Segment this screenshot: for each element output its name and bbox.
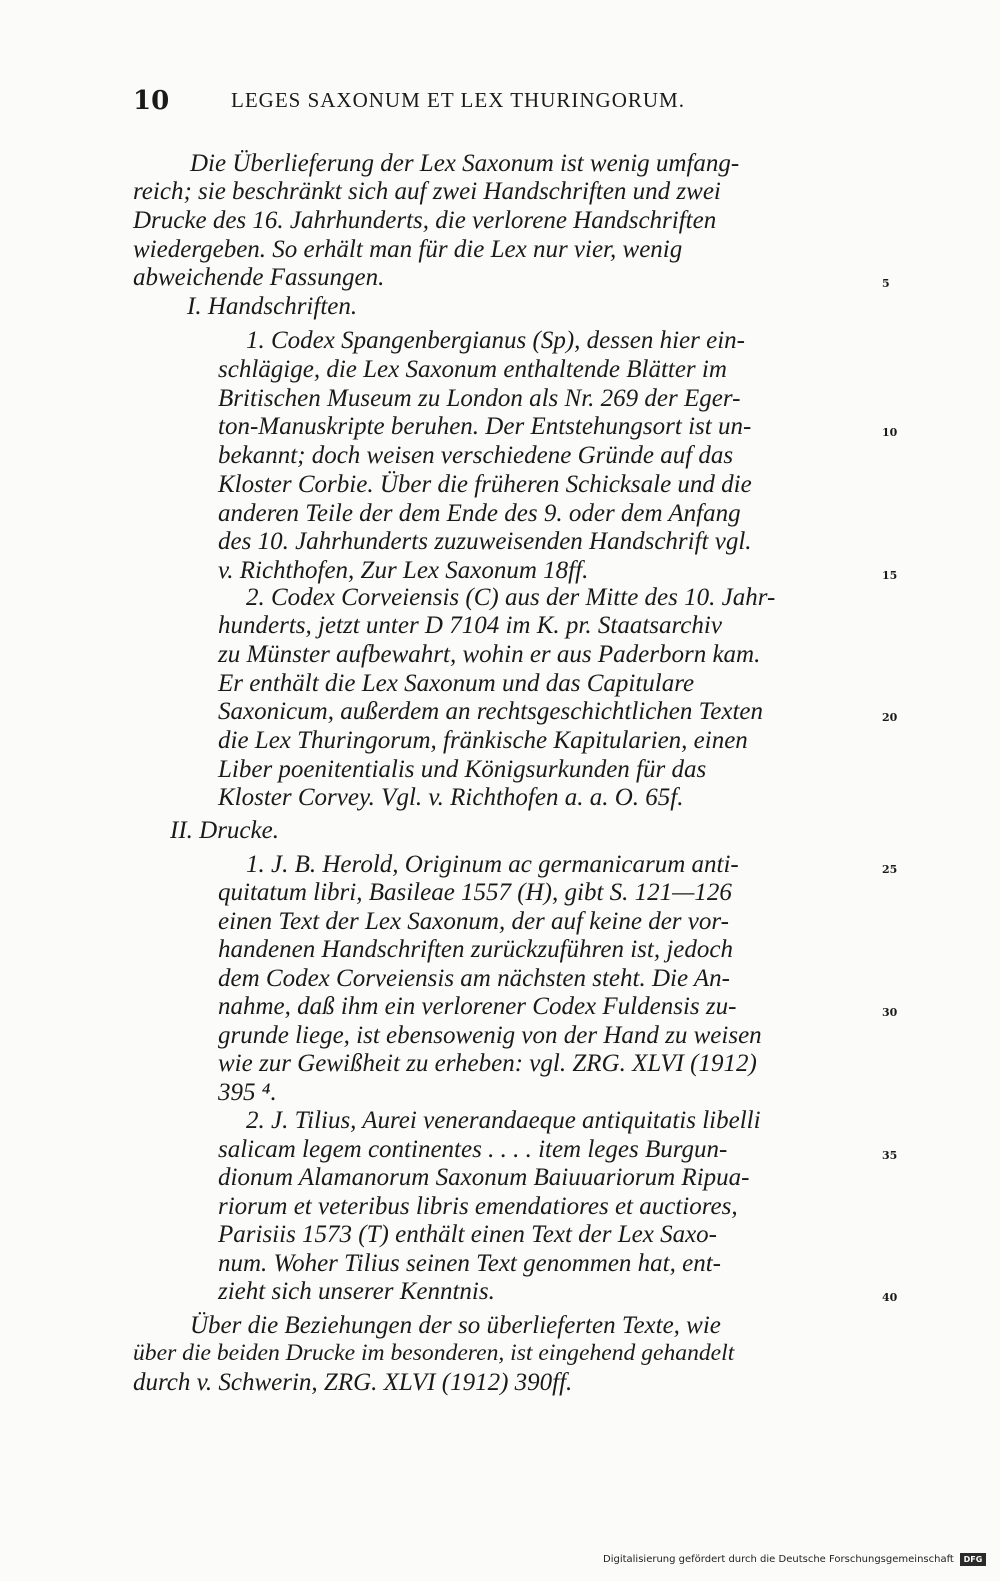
text-line: grunde liege, ist ebensowenig von der Hand zu weisen <box>218 1022 762 1049</box>
running-header <box>133 86 753 126</box>
line-number: 35 <box>882 1149 898 1162</box>
text-line: zieht sich unserer Kenntnis. <box>218 1278 495 1305</box>
text-line: Drucke des 16. Jahrhunderts, die verlorene Handschriften <box>133 207 717 234</box>
text-line: 2. J. Tilius, Aurei venerandaeque antiquitatis libelli <box>246 1107 761 1134</box>
text-line: die Lex Thuringorum, fränkische Kapitularien, einen <box>218 727 748 754</box>
text-line: num. Woher Tilius seinen Text genommen hat, ent- <box>218 1250 721 1277</box>
text-line: wiedergeben. So erhält man für die Lex nur vier, wenig <box>133 236 683 263</box>
line-number: 40 <box>882 1291 898 1304</box>
line-number: 15 <box>882 569 898 582</box>
text-line: einen Text der Lex Saxonum, der auf keine der vor- <box>218 908 729 935</box>
text-line: riorum et veteribus libris emendatiores et auctiores, <box>218 1193 738 1220</box>
text-line: 2. Codex Corveiensis (C) aus der Mitte des 10. Jahr- <box>246 584 776 611</box>
text-line: zu Münster aufbewahrt, wohin er aus Paderborn kam. <box>218 641 761 668</box>
line-number: 10 <box>882 426 898 439</box>
text-line: Liber poenitentialis und Königsurkunden für das <box>218 756 707 783</box>
text-line: reich; sie beschränkt sich auf zwei Handschriften und zwei <box>133 178 721 205</box>
text-line: 1. Codex Spangenbergianus (Sp), dessen hier ein- <box>246 327 745 354</box>
text-line: Kloster Corvey. Vgl. v. Richthofen a. a. O. 65f. <box>218 784 684 811</box>
text-line: über die beiden Drucke im besonderen, ist eingehend gehandelt <box>133 1340 735 1366</box>
dfg-logo: DFG <box>960 1553 986 1566</box>
text-line: ton-Manuskripte beruhen. Der Entstehungsort ist un- <box>218 413 752 440</box>
text-line: dionum Alamanorum Saxonum Baiuuariorum Ripua- <box>218 1164 750 1191</box>
text-line: handenen Handschriften zurückzuführen ist, jedoch <box>218 936 733 963</box>
text-line: des 10. Jahrhunderts zuzuweisenden Handschrift vgl. <box>218 528 752 555</box>
text-line: durch v. Schwerin, ZRG. XLVI (1912) 390ff. <box>133 1369 573 1396</box>
text-line: hunderts, jetzt unter D 7104 im K. pr. Staatsarchiv <box>218 612 722 639</box>
line-number: 25 <box>882 863 898 876</box>
page-number: 10 <box>133 86 170 116</box>
text-line: Saxonicum, außerdem an rechtsgeschichtlichen Texten <box>218 698 763 725</box>
running-title: LEGES SAXONUM ET LEX THURINGORUM. <box>231 88 685 112</box>
text-line: Parisiis 1573 (T) enthält einen Text der Lex Saxo- <box>218 1221 718 1248</box>
digitization-credit: Digitalisierung gefördert durch die Deutsche Forschungsgemeinschaft <box>603 1554 954 1565</box>
line-number: 30 <box>882 1006 898 1019</box>
line-number: 20 <box>882 711 898 724</box>
line-number: 5 <box>882 277 890 290</box>
text-line: Die Überlieferung der Lex Saxonum ist wenig umfang- <box>190 150 740 177</box>
section-heading: I. Handschriften. <box>187 293 358 320</box>
text-line: v. Richthofen, Zur Lex Saxonum 18ff. <box>218 557 589 584</box>
text-line: 1. J. B. Herold, Originum ac germanicarum anti- <box>246 851 739 878</box>
text-line: bekannt; doch weisen verschiedene Gründe auf das <box>218 442 734 469</box>
text-line: abweichende Fassungen. <box>133 264 385 291</box>
section-heading: II. Drucke. <box>170 817 279 844</box>
text-line: Er enthält die Lex Saxonum und das Capitulare <box>218 670 695 697</box>
text-line: quitatum libri, Basileae 1557 (H), gibt S. 121—126 <box>218 879 732 906</box>
text-line: Über die Beziehungen der so überlieferten Texte, wie <box>190 1312 721 1339</box>
text-line: nahme, daß ihm ein verlorener Codex Fuldensis zu- <box>218 993 737 1020</box>
text-line: Britischen Museum zu London als Nr. 269 der Eger- <box>218 385 741 412</box>
text-line: wie zur Gewißheit zu erheben: vgl. ZRG. XLVI (1912) <box>218 1050 757 1077</box>
text-line: Kloster Corbie. Über die früheren Schicksale und die <box>218 471 752 498</box>
text-line: schlägige, die Lex Saxonum enthaltende Blätter im <box>218 356 727 383</box>
text-line: anderen Teile der dem Ende des 9. oder dem Anfang <box>218 500 741 527</box>
text-line: salicam legem continentes . . . . item leges Burgun- <box>218 1136 728 1163</box>
text-line: 395 ⁴. <box>218 1079 277 1106</box>
text-line: dem Codex Corveiensis am nächsten steht. Die An- <box>218 965 730 992</box>
